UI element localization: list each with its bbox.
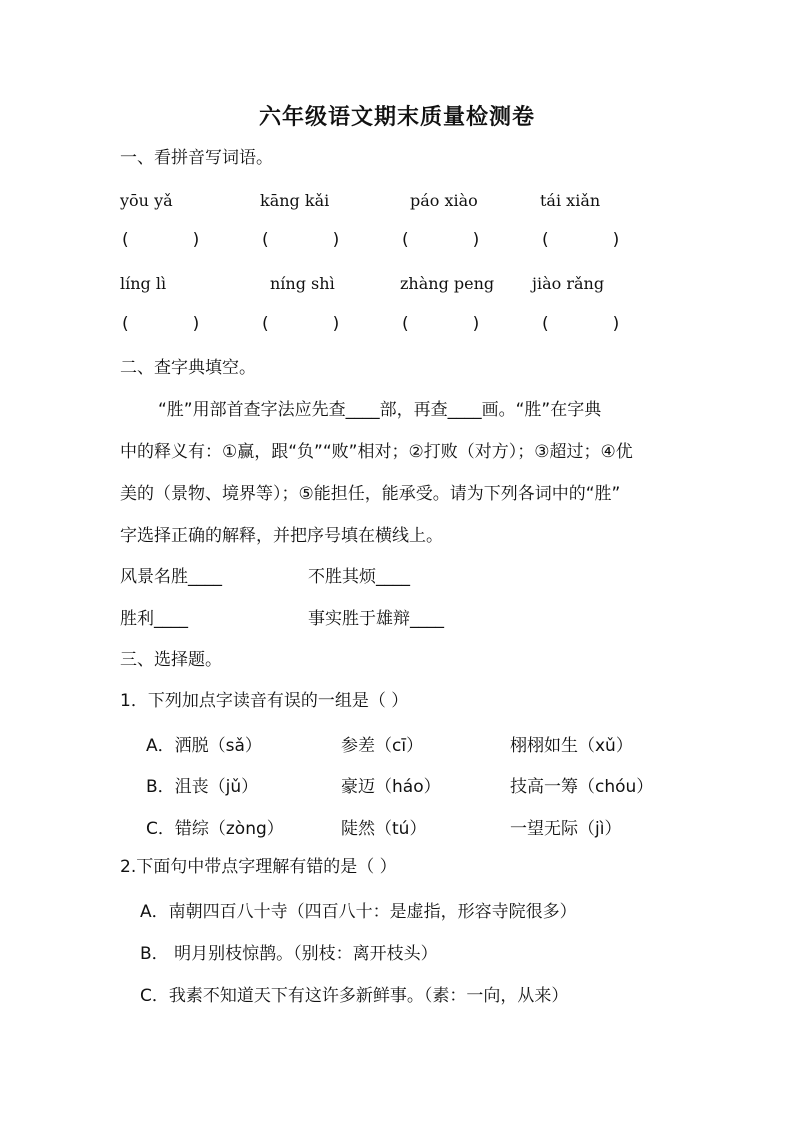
section2-paragraph-line2: 中的释义有：①赢，跟“负”“败”相对；②打败（对方）；③超过；④优: [120, 442, 633, 462]
pinyin-6: níng shì: [270, 274, 335, 293]
answer-paren-1[interactable]: ( ): [122, 230, 200, 250]
q1-option-c-2: 陡然（tú）: [341, 819, 427, 839]
pinyin-1: yōu yǎ: [120, 191, 173, 210]
q1-option-b-2: 豪迈（háo）: [341, 777, 441, 797]
section3-heading: 三、选择题。: [120, 650, 222, 670]
pinyin-4: tái xiǎn: [540, 191, 601, 210]
q1-option-a-1[interactable]: A．洒脱（sǎ）: [146, 736, 262, 756]
q2-option-c[interactable]: C．我素不知道天下有这许多新鲜事。（素：一向，从来）: [140, 986, 569, 1006]
pinyin-3: páo xiào: [410, 191, 478, 210]
q1-option-c-3: 一望无际（jì）: [510, 819, 622, 839]
question2-stem: 2.下面句中带点字理解有错的是（ ）: [120, 857, 397, 877]
q1-option-a-2: 参差（cī）: [341, 736, 424, 756]
q1-option-a-3: 栩栩如生（xǔ）: [510, 736, 633, 756]
pinyin-8: jiào rǎng: [532, 274, 605, 293]
fill-item-4[interactable]: 事实胜于雄辩____: [308, 609, 444, 629]
answer-paren-7[interactable]: ( ): [402, 314, 480, 334]
fill-item-1[interactable]: 风景名胜____: [120, 567, 222, 587]
pinyin-7: zhàng peng: [400, 274, 495, 293]
q2-option-b[interactable]: B． 明月别枝惊鹊。（别枝：离开枝头）: [140, 944, 438, 964]
question1-stem: 1．下列加点字读音有误的一组是（ ）: [120, 691, 409, 711]
pinyin-2: kāng kǎi: [260, 191, 330, 210]
answer-paren-5[interactable]: ( ): [122, 314, 200, 334]
q1-option-b-3: 技高一筹（chóu）: [510, 777, 654, 797]
answer-paren-3[interactable]: ( ): [402, 230, 480, 250]
q2-option-a[interactable]: A．南朝四百八十寺（四百八十：是虚指，形容寺院很多）: [140, 902, 577, 922]
q1-option-b-1[interactable]: B．沮丧（jǔ）: [146, 777, 259, 797]
section2-paragraph-line4: 字选择正确的解释，并把序号填在横线上。: [120, 526, 443, 546]
answer-paren-4[interactable]: ( ): [542, 230, 620, 250]
section2-paragraph-line3: 美的（景物、境界等）；⑤能担任，能承受。请为下列各词中的“胜”: [120, 484, 621, 504]
answer-paren-2[interactable]: ( ): [262, 230, 340, 250]
fill-item-2[interactable]: 不胜其烦____: [308, 567, 410, 587]
fill-item-3[interactable]: 胜利____: [120, 609, 188, 629]
page-title: 六年级语文期末质量检测卷: [258, 105, 535, 130]
section2-paragraph-line1: “胜”用部首查字法应先查____部，再查____画。“胜”在字典: [158, 400, 602, 420]
pinyin-5: líng lì: [120, 274, 167, 293]
q1-option-c-1[interactable]: C．错综（zòng）: [146, 819, 284, 839]
section2-heading: 二、查字典填空。: [120, 358, 256, 378]
answer-paren-8[interactable]: ( ): [542, 314, 620, 334]
section1-heading: 一、看拼音写词语。: [120, 148, 273, 168]
answer-paren-6[interactable]: ( ): [262, 314, 340, 334]
